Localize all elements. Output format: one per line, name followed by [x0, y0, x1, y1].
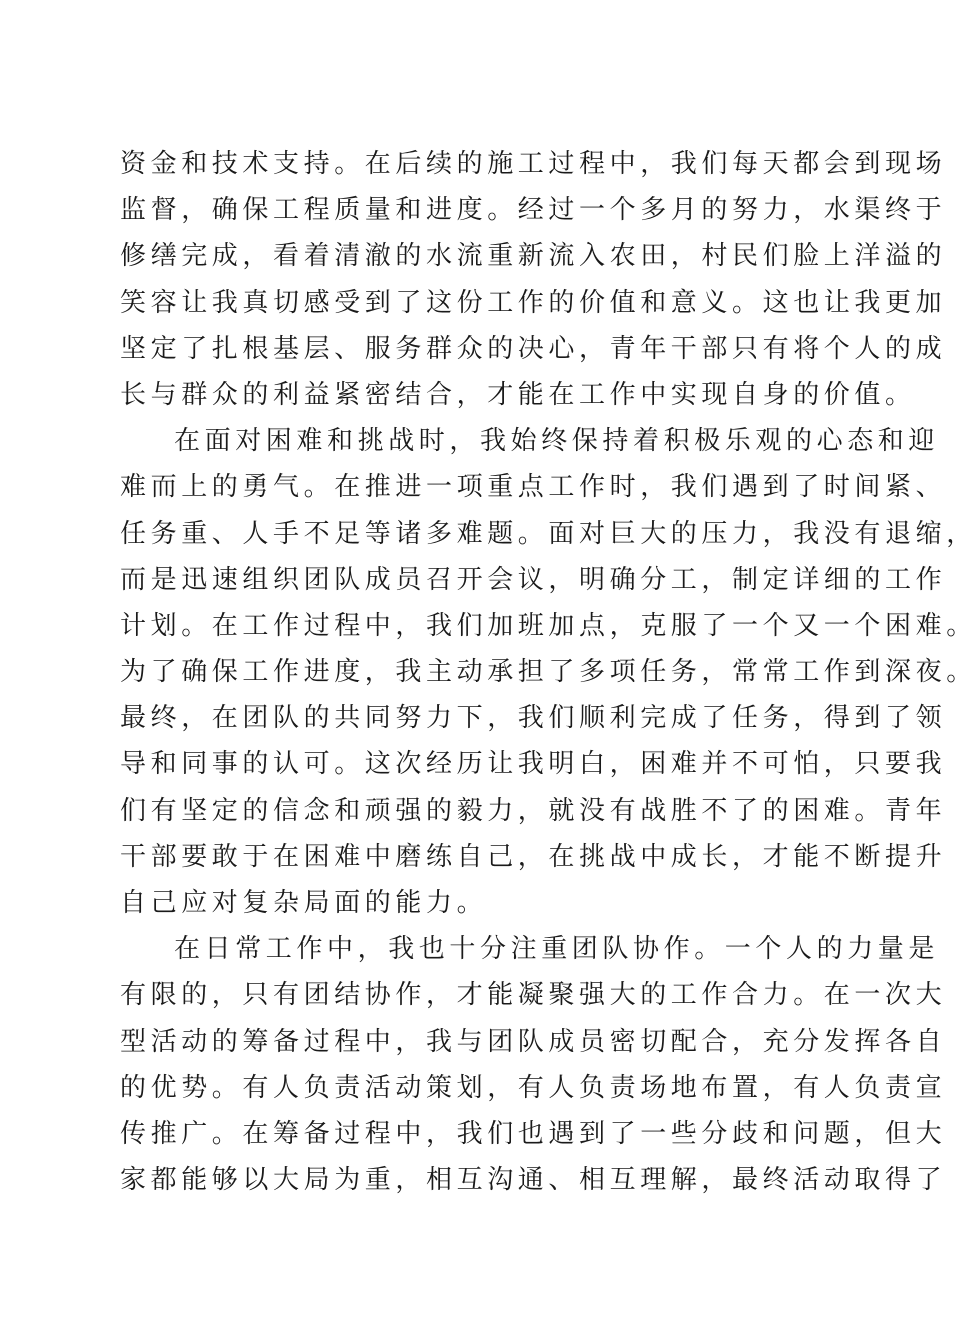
text-line: 型活动的筹备过程中，我与团队成员密切配合，充分发挥各自: [120, 1026, 947, 1057]
text-line: 长与群众的利益紧密结合，才能在工作中实现自身的价值。: [120, 379, 916, 410]
text-line: 家都能够以大局为重，相互沟通、相互理解，最终活动取得了: [120, 1165, 947, 1196]
text-line: 计划。在工作过程中，我们加班加点，克服了一个又一个困难。: [120, 610, 977, 641]
text-line: 监督，确保工程质量和进度。经过一个多月的努力，水渠终于: [120, 195, 947, 226]
text-line: 修缮完成，看着清澈的水流重新流入农田，村民们脸上洋溢的: [120, 241, 947, 272]
text-line: 为了确保工作进度，我主动承担了多项任务，常常工作到深夜。: [120, 657, 977, 688]
body-text: [120, 141, 977, 1203]
text-line: 传推广。在筹备过程中，我们也遇到了一些分歧和问题，但大: [120, 1118, 947, 1149]
paragraph: [120, 418, 977, 926]
text-line: 最终，在团队的共同努力下，我们顺利完成了任务，得到了领: [120, 703, 947, 734]
text-line: 难而上的勇气。在推进一项重点工作时，我们遇到了时间紧、: [120, 472, 947, 503]
text-line: 而是迅速组织团队成员召开会议，明确分工，制定详细的工作: [120, 564, 947, 595]
text-line: 在面对困难和挑战时，我始终保持着积极乐观的心态和迎: [174, 426, 940, 457]
text-line: 们有坚定的信念和顽强的毅力，就没有战胜不了的困难。青年: [120, 795, 947, 826]
text-line: 笑容让我真切感受到了这份工作的价值和意义。这也让我更加: [120, 287, 947, 318]
text-line: 任务重、人手不足等诸多难题。面对巨大的压力，我没有退缩，: [120, 518, 977, 549]
paragraph: [120, 141, 947, 418]
text-line: 坚定了扎根基层、服务群众的决心，青年干部只有将个人的成: [120, 333, 947, 364]
text-line: 有限的，只有团结协作，才能凝聚强大的工作合力。在一次大: [120, 980, 947, 1011]
text-line: 自己应对复杂局面的能力。: [120, 888, 488, 918]
text-line: 在日常工作中，我也十分注重团队协作。一个人的力量是: [174, 934, 940, 965]
text-line: 资金和技术支持。在后续的施工过程中，我们每天都会到现场: [120, 149, 947, 179]
text-line: 的优势。有人负责活动策划，有人负责场地布置，有人负责宣: [120, 1072, 947, 1103]
paragraph: [120, 926, 947, 1203]
text-line: 干部要敢于在困难中磨练自己，在挑战中成长，才能不断提升: [120, 841, 947, 872]
text-line: 导和同事的认可。这次经历让我明白，困难并不可怕，只要我: [120, 749, 947, 780]
